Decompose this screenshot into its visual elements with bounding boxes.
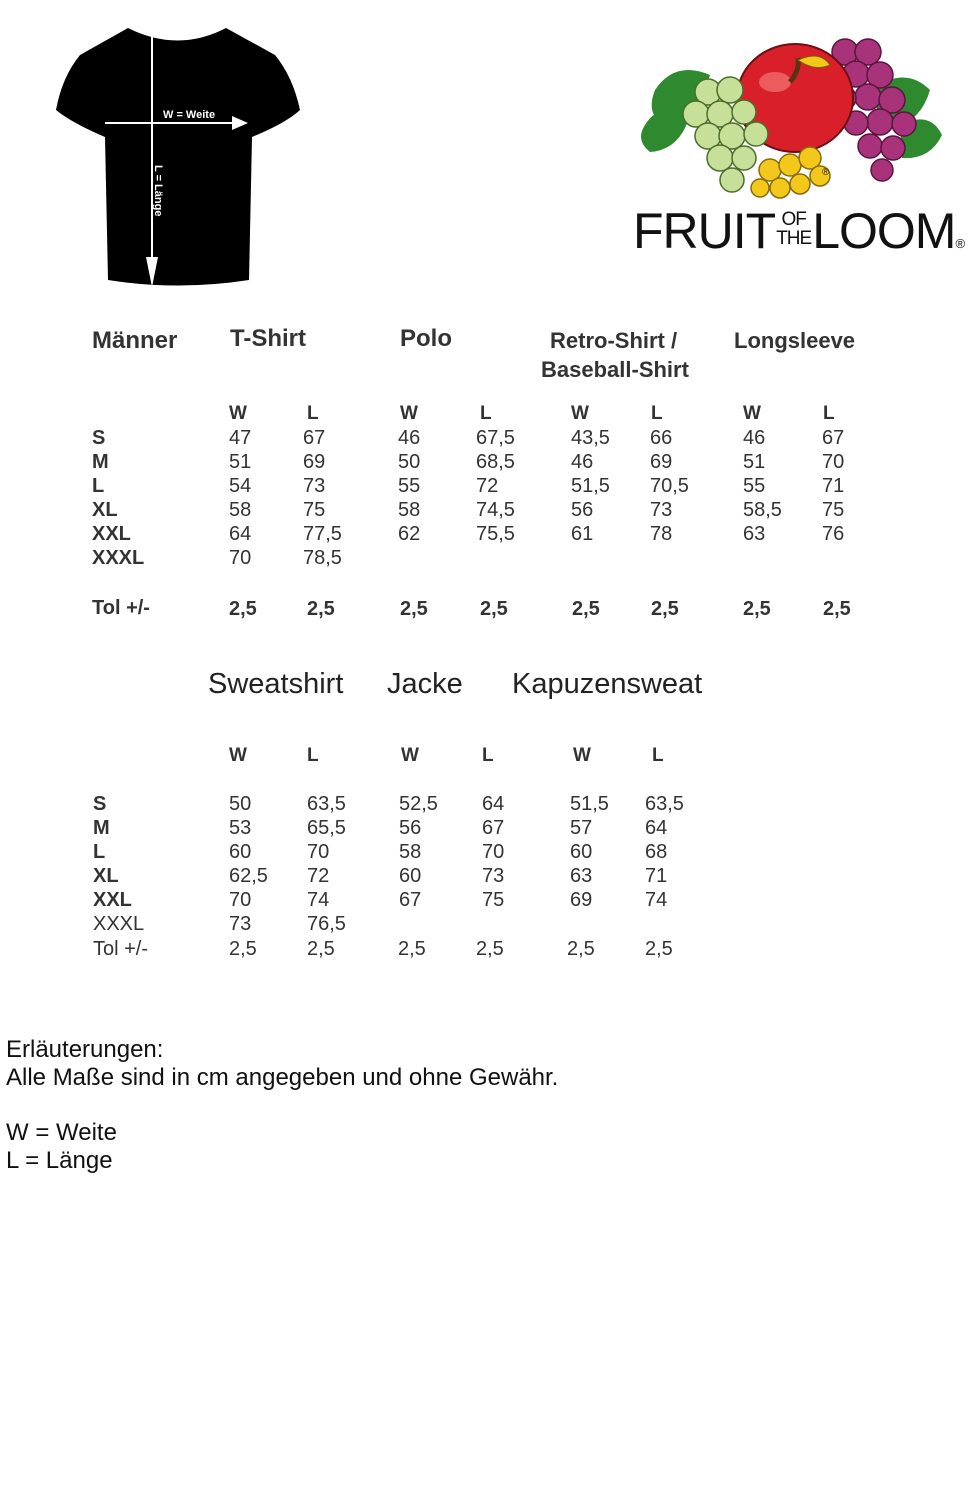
table1-tol-value: 2,5 [229,598,257,620]
table1-cell: 66 [650,427,673,449]
table2-col-label: L [652,745,664,766]
table2-cell: 69 [570,889,593,911]
table2-size-label: S [93,793,107,815]
table1-size-label: XXXL [92,547,145,569]
logo-registered: ® [955,236,965,251]
table2-cell: 67 [399,889,422,911]
table2-tol-value: 2,5 [567,938,595,960]
table2-cell: 53 [229,817,252,839]
table2-cell: 60 [229,841,252,863]
table1-size-label: XXL [92,523,131,545]
table2-cell: 64 [645,817,668,839]
table1-tol-label: Tol +/- [92,597,150,619]
table1-cell: 47 [229,427,252,449]
table1-tol-value: 2,5 [480,598,508,620]
logo-of-the [776,210,811,248]
notes-legend-l: L = Länge [6,1147,113,1174]
table2-cell: 51,5 [570,793,609,815]
yellow-berries-graphic [751,147,830,198]
table1-col-label: W [571,403,589,424]
logo-wordmark [633,203,965,259]
table1-size-label: XL [92,499,118,521]
table2-cell: 70 [482,841,505,863]
table1-col-label: W [229,403,247,424]
table2-size-label: M [93,817,110,839]
length-label: L = Länge [152,165,164,217]
table1-cell: 71 [822,475,845,497]
table1-cell: 76 [822,523,845,545]
table1-col-label: W [743,403,761,424]
table1-cell: 67 [822,427,845,449]
table1-size-label: L [92,475,105,497]
table1-group-longsleeve: Longsleeve [734,328,856,353]
table2-cell: 63,5 [645,793,684,815]
table1-cell: 67,5 [476,427,515,449]
table2-cell: 56 [399,817,422,839]
table2-group-sweatshirt: Sweatshirt [208,668,344,700]
table1-cell: 46 [571,451,594,473]
table2-cell: 60 [399,865,422,887]
table2-cell: 52,5 [399,793,438,815]
table1-row-header: Männer [92,327,178,354]
table2-tol-label: Tol +/- [93,938,149,960]
table2-cell: 63,5 [307,793,346,815]
table1-cell: 54 [229,475,252,497]
table2-cell: 73 [229,913,252,935]
table1-cell: 75 [303,499,326,521]
table1-cell: 73 [650,499,673,521]
table1-cell: 70,5 [650,475,689,497]
table1-group-retro-sub: Baseball-Shirt [541,357,689,382]
table1-col-label: L [307,403,319,424]
notes-legend-w: W = Weite [6,1119,117,1146]
table2-cell: 74 [645,889,668,911]
table1-cell: 68,5 [476,451,515,473]
table1-tol-value: 2,5 [400,598,428,620]
brand-logo [630,30,975,265]
table1-tol-value: 2,5 [307,598,335,620]
table2-col-label: W [573,745,591,766]
table1-cell: 43,5 [571,427,610,449]
table1-cell: 75 [822,499,845,521]
table1-cell: 67 [303,427,326,449]
table2-cell: 50 [229,793,252,815]
tshirt-diagram [50,25,305,293]
table2-cell: 70 [307,841,330,863]
width-label: W = Weite [163,109,216,121]
table1-cell: 51,5 [571,475,610,497]
table1-cell: 46 [743,427,766,449]
table1-cell: 77,5 [303,523,342,545]
table2-cell: 73 [482,865,505,887]
table1-cell: 75,5 [476,523,515,545]
table2-col-label: L [307,745,319,766]
table1-size-label: M [92,451,109,473]
table1-tol-value: 2,5 [743,598,771,620]
table2-group-kapuzensweat: Kapuzensweat [512,668,703,700]
table1-cell: 56 [571,499,594,521]
table2-size-label: L [93,841,106,863]
table2-cell: 60 [570,841,593,863]
table2-cell: 65,5 [307,817,346,839]
logo-word-loom: LOOM [812,203,956,259]
table2-col-label: W [229,745,247,766]
table2-tol-value: 2,5 [476,938,504,960]
table1-cell: 73 [303,475,326,497]
table1-cell: 55 [398,475,421,497]
table1-cell: 64 [229,523,252,545]
table2-cell: 74 [307,889,330,911]
table1-cell: 74,5 [476,499,515,521]
table1-cell: 51 [743,451,766,473]
fruit-cluster-icon [630,30,975,205]
logo-word-fruit: FRUIT [633,203,776,259]
table2-cell: 71 [645,865,668,887]
table1-cell: 61 [571,523,594,545]
logo-word-of: OF [781,209,806,230]
table1-tol-value: 2,5 [651,598,679,620]
table2-cell: 57 [570,817,593,839]
table1-cell: 58 [229,499,252,521]
table1-cell: 78 [650,523,673,545]
table1-cell: 58 [398,499,421,521]
notes-heading: Erläuterungen: [6,1036,164,1063]
logo-word-the: THE [776,228,812,249]
table2-cell: 64 [482,793,505,815]
logo-registered-mark: ® [822,167,830,178]
table2-tol-value: 2,5 [645,938,673,960]
table2-tol-value: 2,5 [229,938,257,960]
table2-cell: 68 [645,841,668,863]
table2-col-label: L [482,745,494,766]
table2-size-label: XXL [93,889,132,911]
table1-cell: 55 [743,475,766,497]
table2-cell: 63 [570,865,593,887]
table2-cell: 72 [307,865,330,887]
table1-col-label: L [823,403,835,424]
table1-col-label: W [400,403,418,424]
tshirt-shape [56,28,300,286]
table1-group-tshirt: T-Shirt [230,325,306,352]
table1-cell: 58,5 [743,499,782,521]
table1-col-label: L [651,403,663,424]
table2-cell: 76,5 [307,913,346,935]
table2-size-label: XL [93,865,119,887]
table1-cell: 69 [303,451,326,473]
table1-cell: 46 [398,427,421,449]
table1-cell: 51 [229,451,252,473]
table2-cell: 62,5 [229,865,268,887]
table1-cell: 78,5 [303,547,342,569]
table1-group-retro: Retro-Shirt / [550,328,678,353]
table1-cell: 63 [743,523,766,545]
table2-cell: 75 [482,889,505,911]
table2-col-label: W [401,745,419,766]
table1-tol-value: 2,5 [572,598,600,620]
table1-cell: 62 [398,523,421,545]
table1-col-label: L [480,403,492,424]
table1-cell: 69 [650,451,673,473]
table1-cell: 70 [822,451,845,473]
table1-cell: 70 [229,547,252,569]
table1-group-polo: Polo [400,325,452,352]
table2-size-label: XXXL [93,913,145,935]
table2-cell: 70 [229,889,252,911]
tshirt-icon [50,25,305,293]
notes-line1: Alle Maße sind in cm angegeben und ohne Gewähr. [6,1064,559,1091]
table2-cell: 67 [482,817,505,839]
table1-cell: 50 [398,451,421,473]
table1-cell: 72 [476,475,499,497]
table2-tol-value: 2,5 [398,938,426,960]
table2-group-jacke: Jacke [387,668,463,700]
table2-tol-value: 2,5 [307,938,335,960]
table2-cell: 58 [399,841,422,863]
table1-size-label: S [92,427,106,449]
table1-tol-value: 2,5 [823,598,851,620]
